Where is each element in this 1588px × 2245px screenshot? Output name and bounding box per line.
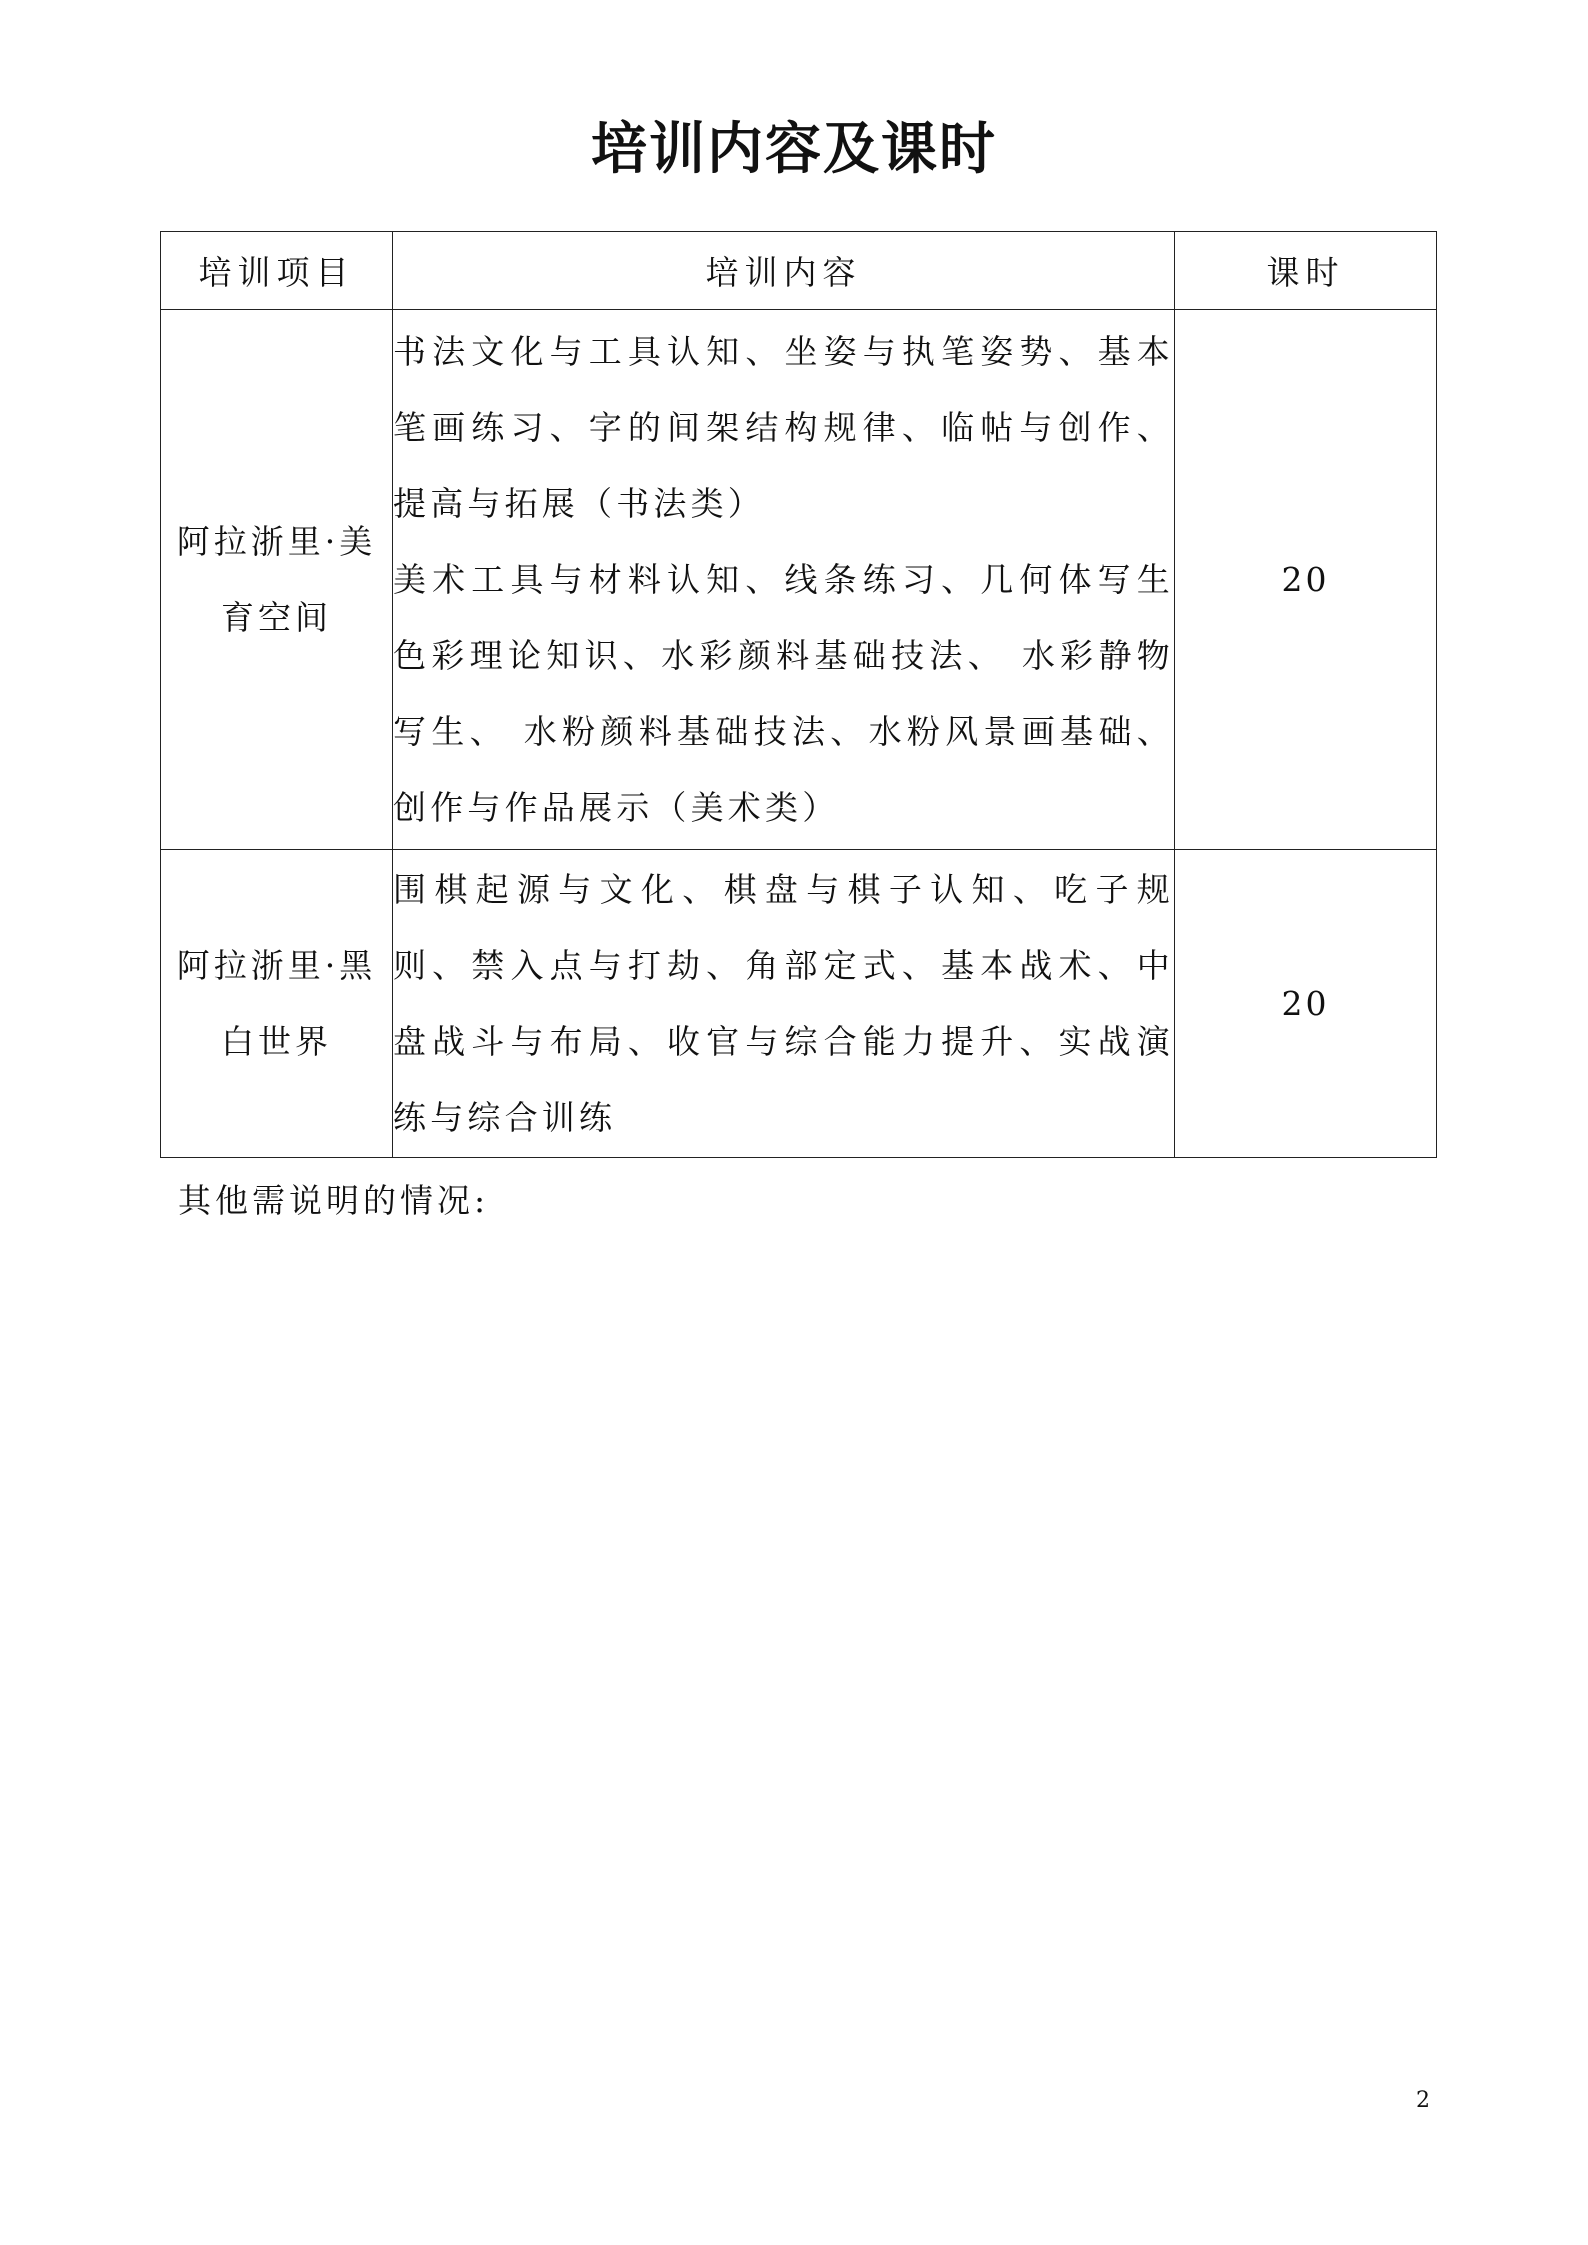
content-cell xyxy=(393,850,1175,1158)
content-text-art: 美术工具与材料认知、线条练习、几何体写生色彩理论知识、水彩颜料基础技法、 水彩静物写生、 水粉颜料基础技法、水粉风景画基础、创作与作品展示（美术类） xyxy=(393,559,1174,827)
header-project: 培训项目 xyxy=(161,232,393,310)
project-name: 阿拉浙里·黑白世界 xyxy=(161,850,393,1158)
content-text-go: 围棋起源与文化、棋盘与棋子认知、吃子规则、禁入点与打劫、角部定式、基本战术、中盘战斗与布局、收官与综合能力提升、实战演练与综合训练 xyxy=(393,869,1174,1137)
content-text-calligraphy: 书法文化与工具认知、坐姿与执笔姿势、基本笔画练习、字的间架结构规律、临帖与创作、提高与拓展（书法类） xyxy=(393,331,1174,523)
header-hours: 课时 xyxy=(1175,232,1437,310)
content-cell xyxy=(393,310,1175,850)
footer-note: 其他需说明的情况: xyxy=(178,1181,490,1220)
hours-value: 20 xyxy=(1175,850,1437,1158)
hours-value: 20 xyxy=(1175,310,1437,850)
project-name: 阿拉浙里·美育空间 xyxy=(161,310,393,850)
page-title: 培训内容及课时 xyxy=(591,117,997,182)
page-number: 2 xyxy=(1416,2088,1430,2113)
table-header-row xyxy=(161,232,1437,310)
table-row xyxy=(161,310,1437,850)
table-row xyxy=(161,850,1437,1158)
course-table xyxy=(160,231,1437,1158)
header-content: 培训内容 xyxy=(393,232,1175,310)
